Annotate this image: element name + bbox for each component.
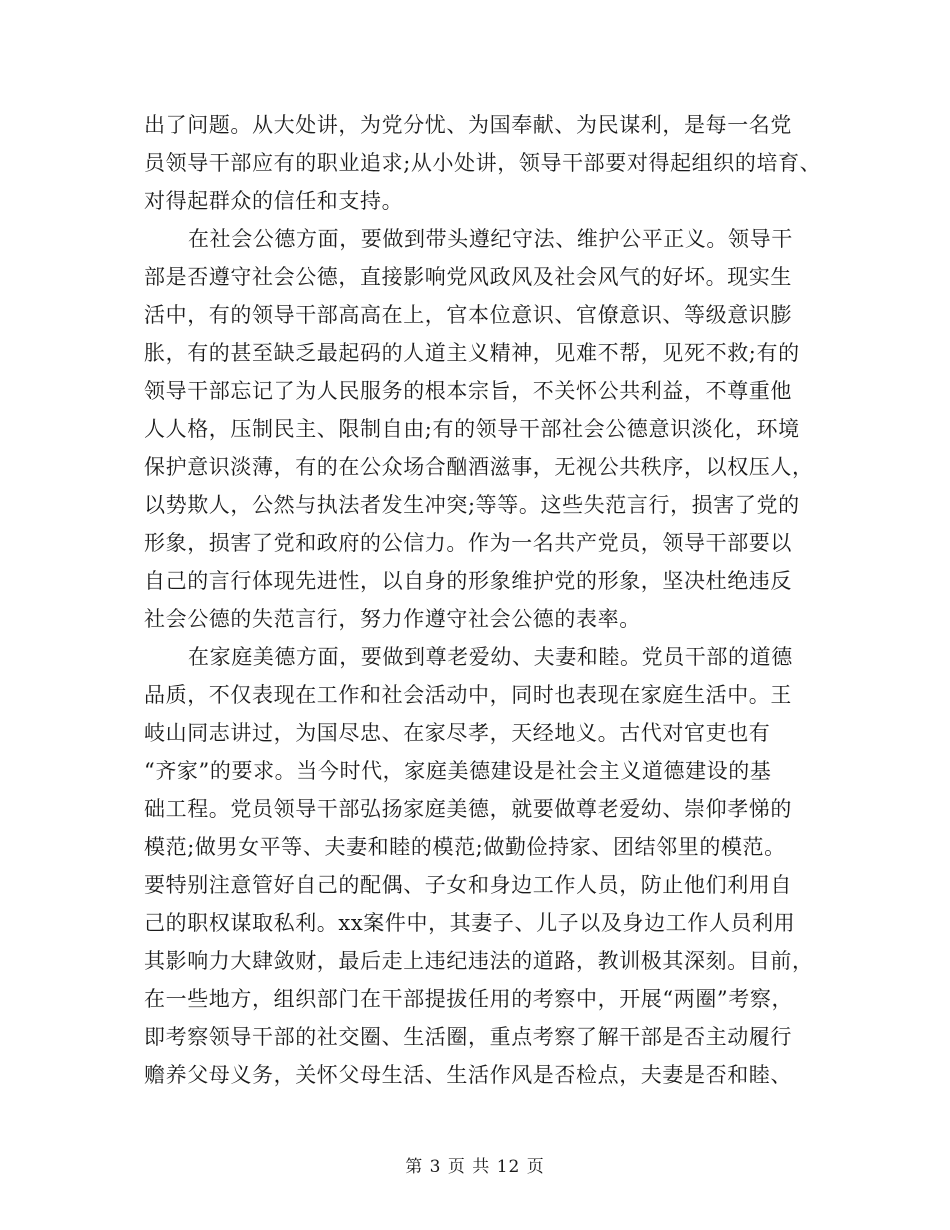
paragraph-start-line: 在社会公德方面，要做到带头遵纪守法、维护公平正义。领导干: [188, 227, 793, 251]
text-line: 胀，有的甚至缺乏最起码的人道主义精神，见难不帮，见死不救;有的: [144, 341, 800, 365]
text-line: 部是否遵守社会公德，直接影响党风政风及社会风气的好坏。现实生: [144, 265, 792, 289]
text-line: 对得起群众的信任和支持。: [144, 189, 404, 213]
text-line: 赡养父母义务，关怀父母生活、生活作风是否检点，夫妻是否和睦、: [144, 1063, 792, 1087]
page-number-footer: 第 3 页 共 12 页: [405, 1157, 545, 1177]
text-line: 在一些地方，组织部门在干部提拔任用的考察中，开展“两圈”考察，: [144, 987, 794, 1011]
text-line: 领导干部忘记了为人民服务的根本宗旨，不关怀公共利益，不尊重他: [144, 379, 792, 403]
text-line: 形象，损害了党和政府的公信力。作为一名共产党员，领导干部要以: [144, 531, 792, 555]
text-line: 即考察领导干部的社交圈、生活圈，重点考察了解干部是否主动履行: [144, 1025, 792, 1049]
text-line: 活中，有的领导干部高高在上，官本位意识、官僚意识、等级意识膨: [144, 303, 792, 327]
text-line: 己的职权谋取私利。xx案件中，其妻子、儿子以及身边工作人员利用: [144, 911, 796, 935]
text-line: 要特别注意管好自己的配偶、子女和身边工作人员，防止他们利用自: [144, 873, 792, 897]
text-line: 保护意识淡薄，有的在公众场合酗酒滋事，无视公共秩序，以权压人，: [144, 455, 814, 479]
text-line: 以势欺人，公然与执法者发生冲突;等等。这些失范言行，损害了党的: [144, 493, 800, 517]
text-line: 品质，不仅表现在工作和社会活动中，同时也表现在家庭生活中。王: [144, 683, 792, 707]
text-line: 础工程。党员领导干部弘扬家庭美德，就要做尊老爱幼、崇仰孝悌的: [144, 797, 792, 821]
text-line: 人人格，压制民主、限制自由;有的领导干部社会公德意识淡化，环境: [144, 417, 800, 441]
text-line: 员领导干部应有的职业追求;从小处讲，领导干部要对得起组织的培育、: [144, 151, 822, 175]
text-line: 社会公德的失范言行，努力作遵守社会公德的表率。: [144, 607, 641, 631]
text-line: 模范;做男女平等、夫妻和睦的模范;做勤俭持家、团结邻里的模范。: [144, 835, 786, 859]
text-line: 岐山同志讲过，为国尽忠、在家尽孝，天经地义。古代对官吏也有: [144, 721, 771, 745]
text-line: 出了问题。从大处讲，为党分忧、为国奉献、为民谋利，是每一名党: [144, 113, 792, 137]
text-line: 自己的言行体现先进性，以自身的形象维护党的形象，坚决杜绝违反: [144, 569, 792, 593]
text-line: “齐家”的要求。当今时代，家庭美德建设是社会主义道德建设的基: [144, 759, 772, 783]
paragraph-start-line: 在家庭美德方面，要做到尊老爱幼、夫妻和睦。党员干部的道德: [188, 645, 793, 669]
text-line: 其影响力大肆敛财，最后走上违纪违法的道路，教训极其深刻。目前，: [144, 949, 814, 973]
